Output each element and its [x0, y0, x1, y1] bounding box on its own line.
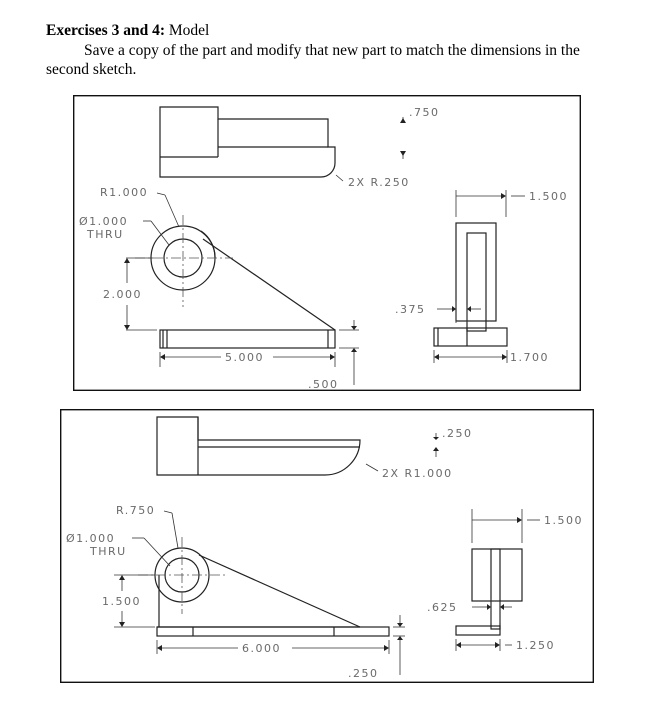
- s1-dim-base-width: 1.700: [510, 351, 549, 364]
- s2-dim-base-width: 1.250: [516, 639, 555, 652]
- exercise-instructions: Save a copy of the part and modify that new part to match the dimensions in the second sketch.: [46, 42, 580, 78]
- s2-dim-hole: Ø1.000: [66, 532, 116, 545]
- exercise-heading: [46, 22, 209, 40]
- s1-dim-hole-note: THRU: [87, 228, 124, 241]
- s2-dim-upright-width: 1.500: [544, 514, 583, 527]
- s1-dim-hole: Ø1.000: [79, 215, 129, 228]
- s1-dim-fillet: 2X R.250: [348, 176, 410, 189]
- s2-dim-top-thickness: .250: [442, 427, 473, 440]
- exercise-title: Exercises 3 and 4:: [46, 22, 165, 39]
- exercise-mode: Model: [168, 22, 210, 39]
- s2-dim-base-thickness: .250: [348, 667, 379, 680]
- s1-dim-upright-width: 1.500: [529, 190, 568, 203]
- s2-dim-web: .625: [427, 601, 458, 614]
- s2-dim-fillet: 2X R1.000: [382, 467, 453, 480]
- s1-dim-top-thickness: .750: [409, 106, 440, 119]
- s2-dim-radius: R.750: [116, 504, 156, 517]
- s1-dim-base-thickness: .500: [308, 378, 339, 391]
- s2-dim-base-length: 6.000: [242, 642, 281, 655]
- s1-dim-base-length: 5.000: [225, 351, 264, 364]
- s2-dim-height: 1.500: [102, 595, 141, 608]
- sketch-2-drawing: [60, 409, 594, 683]
- s1-dim-radius: R1.000: [100, 186, 149, 199]
- sketch-2-frame: [61, 410, 594, 683]
- s1-dim-height: 2.000: [103, 288, 142, 301]
- sketch-1-drawing: [73, 95, 581, 391]
- s1-dim-web: .375: [395, 303, 426, 316]
- s2-dim-hole-note: THRU: [90, 545, 127, 558]
